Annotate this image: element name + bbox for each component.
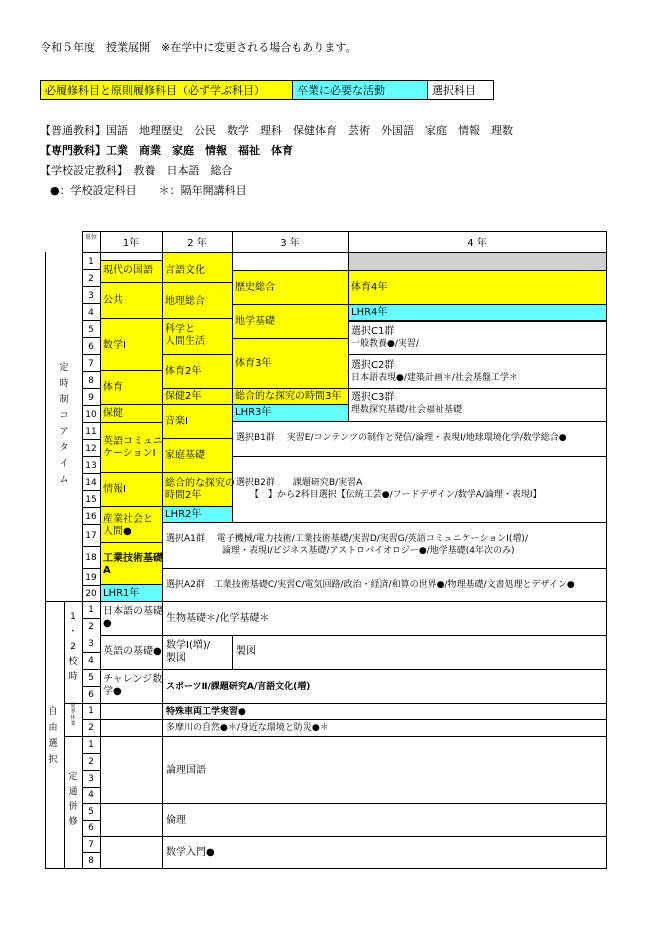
subject-suugaku: 数学Ⅰ	[103, 340, 126, 351]
subject-chiri: 地理総合	[165, 296, 205, 307]
group-c3-title: 選択C3群	[351, 392, 395, 403]
unit-number: 19	[85, 573, 97, 583]
unit-number: 6	[88, 342, 94, 352]
legend-activities-label: 卒業に必要な活動	[297, 84, 385, 97]
legend-elective	[427, 80, 494, 100]
subject-kogyo-1: 工業技術基礎	[103, 553, 163, 564]
section-teiji: 定 時 制 コ ア タ イ ム	[59, 363, 69, 485]
section-jiyu: 自 由 選 択	[48, 707, 58, 765]
unit-number: 7	[88, 359, 94, 369]
group-c2-title: 選択C2群	[351, 360, 395, 371]
free-unit-number: 3	[88, 774, 94, 784]
section-k12: 1 ・ 2 校 時	[68, 612, 78, 682]
free-unit-number: 7	[88, 840, 94, 850]
unit-number: 2	[88, 274, 94, 284]
subject-ongaku: 音楽Ⅰ	[165, 416, 188, 427]
unit-number: 18	[85, 553, 97, 563]
free-unit-number: 1	[88, 706, 94, 716]
free-rinri: 倫理	[166, 815, 186, 826]
year-1-header: 1年	[122, 238, 140, 249]
subject-eigo-1: 英語コミュニ	[103, 436, 163, 447]
free-seizu: 製図	[236, 646, 256, 657]
unit-number: 4	[88, 308, 94, 318]
general-items: 国語 地理歴史 公民 数学 理科 保健体育 芸術 外国語 家庭 情報 理数	[106, 124, 513, 137]
general-label: 【普通教科】	[40, 124, 106, 137]
subject-kagaku-2: 人間生活	[165, 336, 205, 347]
free-unit-number: 6	[88, 823, 94, 833]
free-unit-number: 6	[88, 690, 94, 700]
subject-katei: 家庭基礎	[165, 450, 205, 461]
free-unit-number: 1	[88, 740, 94, 750]
group-c2-items: 日本語表現●/建築計画＊/社会基盤工学＊	[351, 373, 518, 383]
free-unit-number: 5	[88, 807, 94, 817]
free-eigo: 英語の基礎●	[103, 646, 162, 657]
subject-taiiku4: 体育4年	[351, 282, 388, 293]
free-sports: スポーツⅡ/課題研究A/言語文化(増)	[166, 682, 311, 692]
subject-kogyo-2: A	[103, 565, 111, 576]
free-nihongo-1: 日本語の基礎	[103, 606, 163, 617]
free-suunyu: 数学入門●	[166, 847, 215, 858]
unit-number: 20	[85, 589, 97, 599]
free-unit-number: 4	[88, 656, 94, 666]
unit-number: 5	[88, 325, 94, 335]
school-subjects: 【学校設定教科】 教養 日本語 総合	[40, 164, 233, 177]
group-a1-line2: 論理・表現Ⅰ/ビジネス基礎/アストロバイオロジー●/地学基礎(4年次のみ)	[222, 546, 515, 556]
unit-number: 15	[85, 495, 97, 505]
cell-empty-4	[348, 252, 607, 271]
year-2-header: 2 年	[187, 238, 207, 249]
free-tokushu: 特殊車両工学実習●	[166, 707, 246, 717]
free-nihongo-2: ●	[103, 618, 112, 629]
unit-number: 12	[85, 444, 97, 454]
year-4-header: 4 年	[467, 238, 487, 249]
free-challenge-2: 学●	[103, 686, 122, 697]
free-tamagawa: 多摩川の自然●＊/身近な環境と防災●＊	[166, 723, 329, 733]
subject-lhr2: LHR2年	[165, 509, 202, 520]
group-b1: 選択B1群 実習E/コンテンツの制作と発信/論理・表現Ⅰ/地球環境化学/数学総合●	[236, 433, 567, 443]
subject-sogo2-2: 時間2年	[165, 490, 202, 501]
free-unit-number: 2	[88, 757, 94, 767]
free-unit-number: 5	[88, 673, 94, 683]
section-kyuu: 夏 季 休 業	[70, 703, 76, 727]
free-unit-number: 2	[88, 622, 94, 632]
subject-chigaku: 地学基礎	[235, 316, 275, 327]
subject-hoken1: 保健	[103, 408, 123, 419]
unit-number: 1	[88, 257, 94, 267]
free-suugaku-1: 数学Ⅰ(増)/	[166, 640, 211, 651]
legend-required-label: 必履修科目と原則履修科目（必ず学ぶ科目）	[45, 84, 265, 97]
subject-gendai: 現代の国語	[103, 265, 153, 276]
group-b2-title: 選択B2群 課題研究B/実習A	[236, 478, 363, 488]
section-tsushin: 定 通 併 修	[68, 772, 78, 827]
group-a2: 選択A2群 工業技術基礎C/実習C/電気回路/政治・経済/和算の世界●/物理基礎/文書処理とデザイン●	[166, 580, 575, 590]
group-c1-items: 一般教養●/実習/	[351, 339, 419, 349]
unit-number: 9	[88, 393, 94, 403]
legend-activities	[292, 80, 428, 100]
free-unit-number: 2	[88, 723, 94, 733]
unit-number: 10	[85, 410, 97, 420]
group-c3-items: 理数探究基礎/社会福祉基礎	[351, 405, 463, 415]
page-header: 令和５年度 授業展開 ※在学中に変更される場合もあります。	[40, 41, 357, 54]
subject-taiiku2: 体育2年	[165, 366, 202, 377]
subject-sogo2-1: 総合的な探究の	[165, 478, 235, 489]
subject-taiiku3: 体育3年	[235, 358, 272, 369]
unit-number: 14	[85, 478, 97, 488]
unit-header: 単位	[84, 234, 97, 241]
subject-kagaku-1: 科学と	[165, 324, 195, 335]
free-unit-number: 1	[88, 605, 94, 615]
subject-kokyo: 公共	[103, 295, 123, 306]
subject-rekishi: 歴史総合	[235, 282, 275, 293]
group-c1-title: 選択C1群	[351, 326, 395, 337]
group-a1-line1: 選択A1群 電子機械/電力技術/工業技術基礎/実習D/実習G/英語コミュニケーションⅠ(増)/	[166, 534, 528, 544]
subject-lhr1: LHR1年	[103, 588, 140, 599]
subject-sangyo-1: 産業社会と	[103, 514, 153, 525]
unit-number: 16	[85, 512, 97, 522]
free-unit-number: 3	[88, 639, 94, 649]
subject-sogo3: 総合的な探究の時間3年	[235, 391, 342, 402]
free-seibutsu: 生物基礎＊/化学基礎＊	[166, 613, 270, 624]
legend-required	[40, 80, 293, 100]
free-suugaku-2: 製図	[166, 653, 186, 664]
subject-taiiku1: 体育	[103, 382, 123, 393]
group-b2-items: 【 】から2科目選択【伝統工芸●/フードデザイン/数学A/論理・表現Ⅰ】	[250, 490, 542, 500]
unit-number: 13	[85, 461, 97, 471]
subject-lhr3: LHR3年	[235, 407, 272, 418]
free-challenge-1: チャレンジ数	[103, 674, 163, 685]
unit-number: 17	[85, 531, 97, 541]
unit-number: 11	[85, 427, 97, 437]
subject-lhr4: LHR4年	[351, 307, 388, 318]
unit-number: 3	[88, 291, 94, 301]
subject-hoken2: 保健2年	[165, 391, 202, 402]
special-subjects: 【専門教科】工業 商業 家庭 情報 福祉 体育	[40, 144, 293, 157]
free-ronri: 論理国語	[166, 765, 206, 776]
general-subjects	[40, 124, 513, 138]
legend-elective-label: 選択科目	[432, 84, 476, 97]
subject-joho: 情報Ⅰ	[103, 484, 126, 495]
year-3-header: 3 年	[280, 238, 300, 249]
subject-gengo: 言語文化	[165, 265, 205, 276]
free-unit-number: 4	[88, 790, 94, 800]
marks-legend: ●：学校設定科目 ＊：隔年開講科目	[50, 184, 247, 197]
subject-eigo-2: ケーションⅠ	[103, 448, 156, 459]
subject-sangyo-2: 人間●	[103, 526, 132, 537]
unit-number: 8	[88, 376, 94, 386]
free-unit-number: 8	[88, 856, 94, 866]
